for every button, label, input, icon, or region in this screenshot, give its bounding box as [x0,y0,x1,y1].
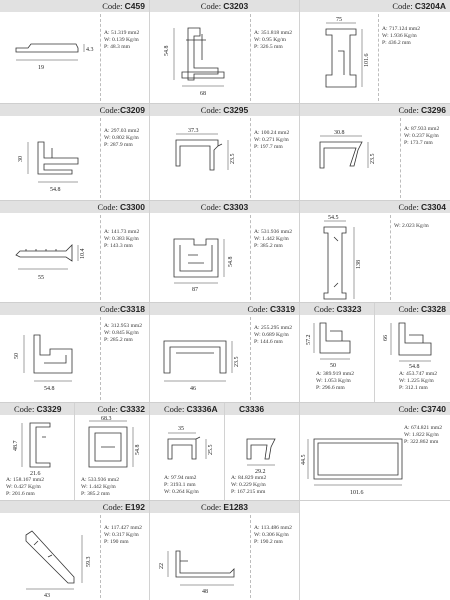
profile-code: C3319 [269,304,295,314]
profile-code-header: Code:C3318 [0,303,149,315]
profile-code: C3295 [223,105,249,115]
dim-label: 23.5 [234,356,240,367]
profile-card-c3303 [150,201,300,302]
profile-specs: A: 312.953 mm2 W: 0.845 Kg/m P: 285.2 mm [104,323,143,344]
dim-label: 138 [356,260,362,269]
dim-label: 59.3 [86,556,92,567]
profile-code: C3209 [119,105,145,115]
profile-code: C3336 [239,404,265,414]
profile-code-header: Code: E1283 [150,501,299,513]
profile-code-header [0,0,149,12]
divider [100,317,101,400]
profile-specs: A: 297.03 mm2 W: 0.802 Kg/m P: 287.9 mm [104,128,140,149]
divider [100,14,101,101]
profile-code-header: Code: C3304 [300,201,450,213]
profile-drawing [158,126,248,196]
profile-drawing [310,213,400,303]
profile-code: C459 [124,1,145,11]
profile-card-c3203 [150,0,300,103]
profile-card-c459 [0,0,150,103]
divider [400,118,401,198]
profile-card-c3328 [375,303,450,402]
profile-code-header: Code: C3740 [300,403,450,415]
dim-label: 101.6 [350,490,364,496]
profile-specs: A: 351.818 mm2 W: 0.95 Kg/m P: 326.5 mm [254,30,293,51]
dim-label: 101.6 [364,53,370,67]
dim-label: 68 [200,91,206,97]
dim-label: 50 [14,353,20,359]
profile-code: C3328 [420,304,446,314]
profile-code-header: Code: C3323 [300,303,374,315]
profile-specs: A: 117.427 mm2 W: 0.317 Kg/m P: 190 mm [104,525,142,546]
profile-specs: A: 389.919 mm2 W: 1.053 Kg/m P: 296.6 mm [316,371,355,392]
dim-label: 54.8 [228,256,234,267]
profile-code: C3332 [119,404,145,414]
profile-drawing [154,521,250,597]
profile-card-c3318 [0,303,150,402]
profile-code-header: Code: C3328 [375,303,450,315]
profile-card-c3332 [75,403,150,500]
profile-drawing [302,433,406,499]
profile-code: C3318 [119,304,145,314]
divider [250,14,251,101]
profile-drawing [152,417,224,475]
profile-card-c3329 [0,403,75,500]
dim-label: 66 [383,335,389,341]
profile-code: C3300 [119,202,145,212]
empty-card [300,501,450,600]
profile-card-e1283 [150,501,300,600]
profile-code-header: Code: C3296 [300,104,450,116]
profile-code-header: Code: C3295 [150,104,299,116]
profile-code-header: Code:C3209 [0,104,149,116]
profile-card-c3300 [0,201,150,302]
profile-specs: A: 87.933 mm2 W: 0.237 Kg/m P: 173.7 mm [404,126,440,147]
profile-card-c3296 [300,104,450,200]
profile-code-header: Code: C3329 [0,403,74,415]
dim-label: 54.8 [135,444,141,455]
divider [100,118,101,198]
profile-code: C3329 [36,404,62,414]
profile-code-header: Code: E192 [0,501,149,513]
profile-code: C3323 [336,304,362,314]
profile-card-c3336a [150,403,225,500]
profile-code: C3204A [414,1,446,11]
dim-label: 54.8 [50,187,61,193]
profile-specs: A: 97.94 mm2 P: 3193.1 mm W: 0.264 Kg/m [164,475,199,496]
row-divider [0,302,450,303]
divider [250,215,251,300]
profile-specs: A: 255.295 mm2 W: 0.689 Kg/m P: 144.6 mm [254,325,293,346]
profile-code: C3336A [186,404,218,414]
dim-label: 25.5 [208,444,214,455]
profile-card-c3323 [300,303,375,402]
profile-code-header: Code: C3303 [150,201,299,213]
dim-label: 50 [330,363,336,369]
profile-drawing [158,323,248,399]
dim-label: 22 [159,563,165,569]
row-divider [0,500,450,501]
profile-code: C3296 [420,105,446,115]
dim-label: 46 [190,386,196,392]
dim-label: 57.2 [306,334,312,345]
profile-card-e192 [0,501,150,600]
profile-drawing [308,128,398,198]
profile-card-c3304 [300,201,450,302]
divider [250,317,251,400]
profile-code-header: Code: C3332 [75,403,149,415]
profile-card-c3319 [150,303,300,402]
dim-label: 4.3 [86,47,94,53]
dim-label: 54.8 [409,364,420,370]
profile-code-header: Code: C3300 [0,201,149,213]
dim-label: 54.5 [328,215,339,221]
dim-label: 54.8 [44,386,55,392]
row-divider [0,402,450,403]
profile-card-c3295 [150,104,300,200]
profile-card-c3209 [0,104,150,200]
divider [100,515,101,598]
profile-code-header: Code: C3203 [150,0,299,12]
profile-drawing [377,317,449,369]
profile-specs: A: 100.24 mm2 W: 0.271 Kg/m P: 197.7 mm [254,130,290,151]
profile-code: E192 [125,502,145,512]
profile-specs: A: 453.747 mm2 W: 1.225 Kg/m P: 312.1 mm [399,371,438,392]
profile-code-header: Code: C3336A [150,403,224,415]
profile-drawing [227,417,299,475]
profile-code-header [225,403,299,415]
profile-code: E1283 [223,502,249,512]
dim-label: 54.8 [164,45,170,56]
profile-specs: A: 84.829 mm2 W: 0.229 Kg/m P: 167.215 mm [231,475,267,496]
profile-drawing [158,219,248,301]
divider [378,14,379,101]
profile-drawing [6,237,100,287]
divider [250,118,251,198]
row-divider [0,103,450,104]
profile-drawing [77,417,149,477]
dim-label: 43 [44,593,50,599]
dim-label: 23.5 [370,153,376,164]
dim-label: 35 [178,426,184,432]
profile-code-header: Code: C3204A [300,0,450,12]
profile-code: C3304 [420,202,446,212]
profile-code: C3303 [223,202,249,212]
divider [250,515,251,598]
profile-card-c3204a [300,0,450,103]
dim-label: 30.8 [334,130,345,136]
dim-label: 29.2 [255,469,266,475]
profile-drawing [2,417,74,477]
profile-specs: A: 158.167 mm2 W: 0.427 Kg/m P: 201.6 mm [6,477,45,498]
dim-label: 10.4 [80,248,86,259]
dim-label: 30 [18,156,24,162]
dim-label: 55 [38,275,44,281]
row-divider [0,200,450,201]
profile-drawing [8,321,98,401]
dim-label: 87 [192,287,198,293]
profile-specs: A: 113.486 mm2 W: 0.306 Kg/m P: 190.2 mm [254,525,292,546]
profile-drawing [158,20,248,100]
profile-specs: A: 717.124 mm2 W: 1.936 Kg/m P: 436.2 mm [382,26,421,47]
profile-card-c3740 [300,403,450,500]
profile-drawing [8,124,98,200]
divider [100,215,101,300]
profile-specs: A: 51.319 mm2 W: 0.139 Kg/m P: 48.3 mm [104,30,140,51]
dim-label: 37.3 [188,128,199,134]
dim-label: 19 [38,65,44,71]
profile-specs: A: 141.73 mm2 W: 0.383 Kg/m P: 143.3 mm [104,229,140,250]
dim-label: 48 [202,589,208,595]
profile-specs: A: 674.821 mm2 W: 1.822 Kg/m P: 322.862 mm [404,425,443,446]
code-prefix: Code: [102,1,123,11]
profile-code-header: Code: C3319 [150,303,299,315]
profile-drawing [302,317,374,369]
dim-label: 44.5 [301,454,307,465]
profile-specs: A: 533.936 mm2 W: 1.442 Kg/m P: 385.2 mm [81,477,120,498]
dim-label: 23.5 [230,153,236,164]
dim-label: 21.6 [30,471,41,477]
profile-drawing [4,517,100,599]
profile-code: C3740 [420,404,446,414]
dim-label: 48.7 [13,440,19,451]
dim-label: 75 [336,17,342,23]
profile-specs: A: 531.936 mm2 W: 1.442 Kg/m P: 385.2 mm [254,229,293,250]
divider [390,215,391,300]
dim-label: 68.3 [101,416,112,422]
profile-drawing [8,40,98,80]
profile-card-c3336 [225,403,300,500]
profile-code: C3203 [223,1,249,11]
profile-specs: W: 2.023 Kg/m [394,223,429,229]
